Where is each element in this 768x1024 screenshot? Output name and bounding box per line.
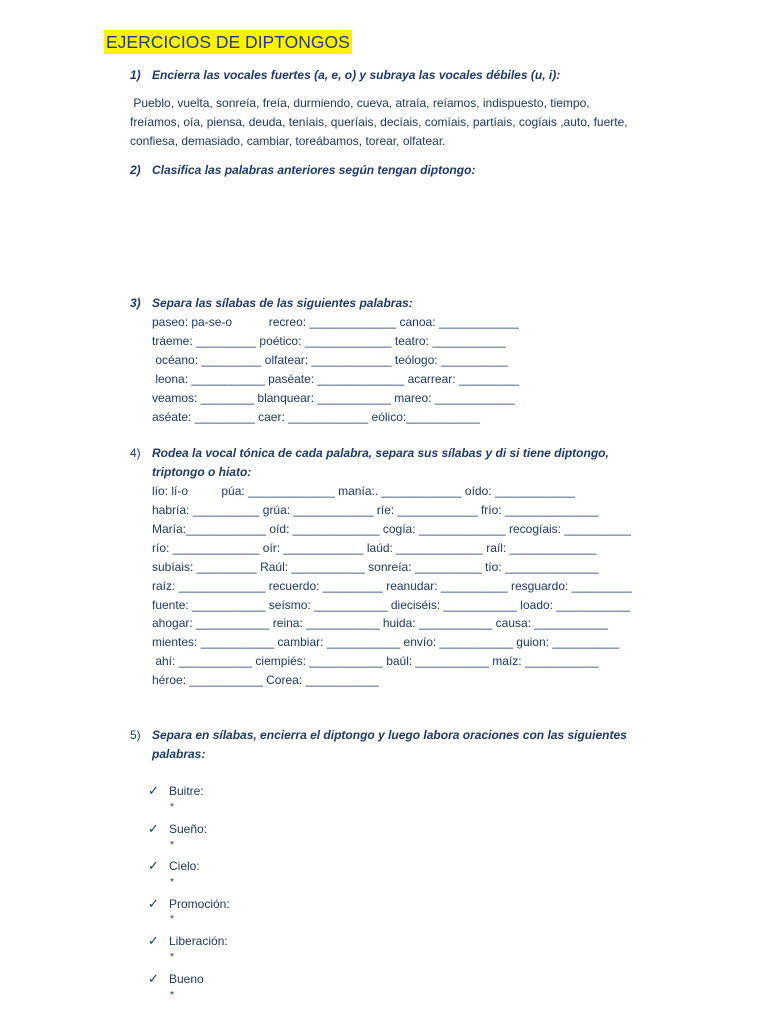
- q3-number: 3): [130, 296, 141, 310]
- q3-exercise-line: veamos: ________ blanquear: ___________ mareo: ____________: [152, 391, 515, 405]
- q4-exercise-line: lío: lí-o púa: _____________ manía:. ____________ oído: ____________: [152, 484, 576, 498]
- checklist-item-label: Sueño:: [169, 822, 208, 836]
- q4-exercise-line: María:____________ oíd: _____________ cogía: _____________ recogíais: __________: [152, 522, 632, 536]
- q4-exercise-line: habría: __________ grúa: ____________ ríe: ____________ frío: ______________: [152, 503, 599, 517]
- q4-exercise-line: raíz: _____________ recuerdo: _________ reanudar: __________ resguardo: _________: [152, 579, 632, 593]
- q3-instruction: Separa las sílabas de las siguientes palabras:: [152, 296, 413, 310]
- q4-number: 4): [130, 446, 141, 460]
- checklist-item-label: Cielo:: [169, 859, 200, 873]
- checkmark-icon: ✓: [148, 821, 159, 836]
- q4-exercise-line: río: _____________ oír: ____________ laúd: _____________ raíl: _____________: [152, 541, 597, 555]
- q5-instruction-cont: palabras:: [152, 747, 206, 761]
- q3-exercise-line: paseo: pa-se-o recreo: _____________ canoa: ____________: [152, 315, 519, 329]
- q3-exercise-line: tráeme: _________ poético: _____________ teatro: ___________: [152, 334, 506, 348]
- asterisk-bullet: *: [170, 952, 174, 963]
- q1-number: 1): [130, 68, 141, 82]
- asterisk-bullet: *: [170, 990, 174, 1001]
- q3-exercise-line: aséate: _________ caer: ____________ eólico:___________: [152, 410, 480, 424]
- q4-instruction: Rodea la vocal tónica de cada palabra, separa sus sílabas y di si tiene diptongo,: [152, 446, 609, 460]
- q4-exercise-line: ahogar: ___________ reina: ___________ huida: ___________ causa: ___________: [152, 616, 608, 630]
- q2-number: 2): [130, 163, 141, 177]
- q1-word-line: confiesa, demasiado, cambiar, toreábamos, torear, olfatear.: [130, 134, 446, 148]
- q1-instruction: Encierra las vocales fuertes (a, e, o) y subraya las vocales débiles (u, i):: [152, 68, 561, 82]
- q4-instruction-cont: triptongo o hiato:: [152, 465, 252, 479]
- q1-word-line: Pueblo, vuelta, sonreía, freía, durmiendo, cueva, atraía, reíamos, indispuesto, tiempo,: [130, 96, 590, 110]
- checkmark-icon: ✓: [148, 783, 159, 798]
- q4-exercise-line: fuente: ___________ seísmo: ___________ dieciséis: ___________ loado: ___________: [152, 598, 630, 612]
- checkmark-icon: ✓: [148, 896, 159, 911]
- q4-exercise-line: mientes: ___________ cambiar: ___________ envío: ___________ guion: __________: [152, 635, 620, 649]
- checklist-item-label: Bueno: [169, 972, 204, 986]
- checklist-item-label: Buitre:: [169, 784, 204, 798]
- document-title: EJERCICIOS DE DIPTONGOS: [106, 32, 350, 52]
- q5-instruction: Separa en sílabas, encierra el diptongo y luego labora oraciones con las siguientes: [152, 728, 627, 742]
- asterisk-bullet: *: [170, 914, 174, 925]
- q5-number: 5): [130, 728, 141, 742]
- checkmark-icon: ✓: [148, 971, 159, 986]
- checklist-item-label: Promoción:: [169, 897, 230, 911]
- q4-exercise-line: subíais: _________ Raúl: ___________ sonreía: __________ tío: ______________: [152, 560, 599, 574]
- q3-exercise-line: leona: ___________ paséate: _____________ acarrear: _________: [152, 372, 519, 386]
- q2-instruction: Clasifica las palabras anteriores según tengan diptongo:: [152, 163, 476, 177]
- q1-word-line: freíamos, oía, piensa, deuda, teníais, queríais, decíais, comíais, partíais, cogíais ,auto, fuerte,: [130, 115, 628, 129]
- asterisk-bullet: *: [170, 877, 174, 888]
- q3-exercise-line: océano: _________ olfatear: ____________ teólogo: __________: [152, 353, 508, 367]
- q4-exercise-line: héroe: ___________ Corea: ___________: [152, 673, 379, 687]
- checkmark-icon: ✓: [148, 858, 159, 873]
- checklist-item-label: Liberación:: [169, 934, 228, 948]
- asterisk-bullet: *: [170, 840, 174, 851]
- q4-exercise-line: ahí: ___________ ciempiés: ___________ baúl: ___________ maíz: ___________: [152, 654, 599, 668]
- checkmark-icon: ✓: [148, 933, 159, 948]
- asterisk-bullet: *: [170, 802, 174, 813]
